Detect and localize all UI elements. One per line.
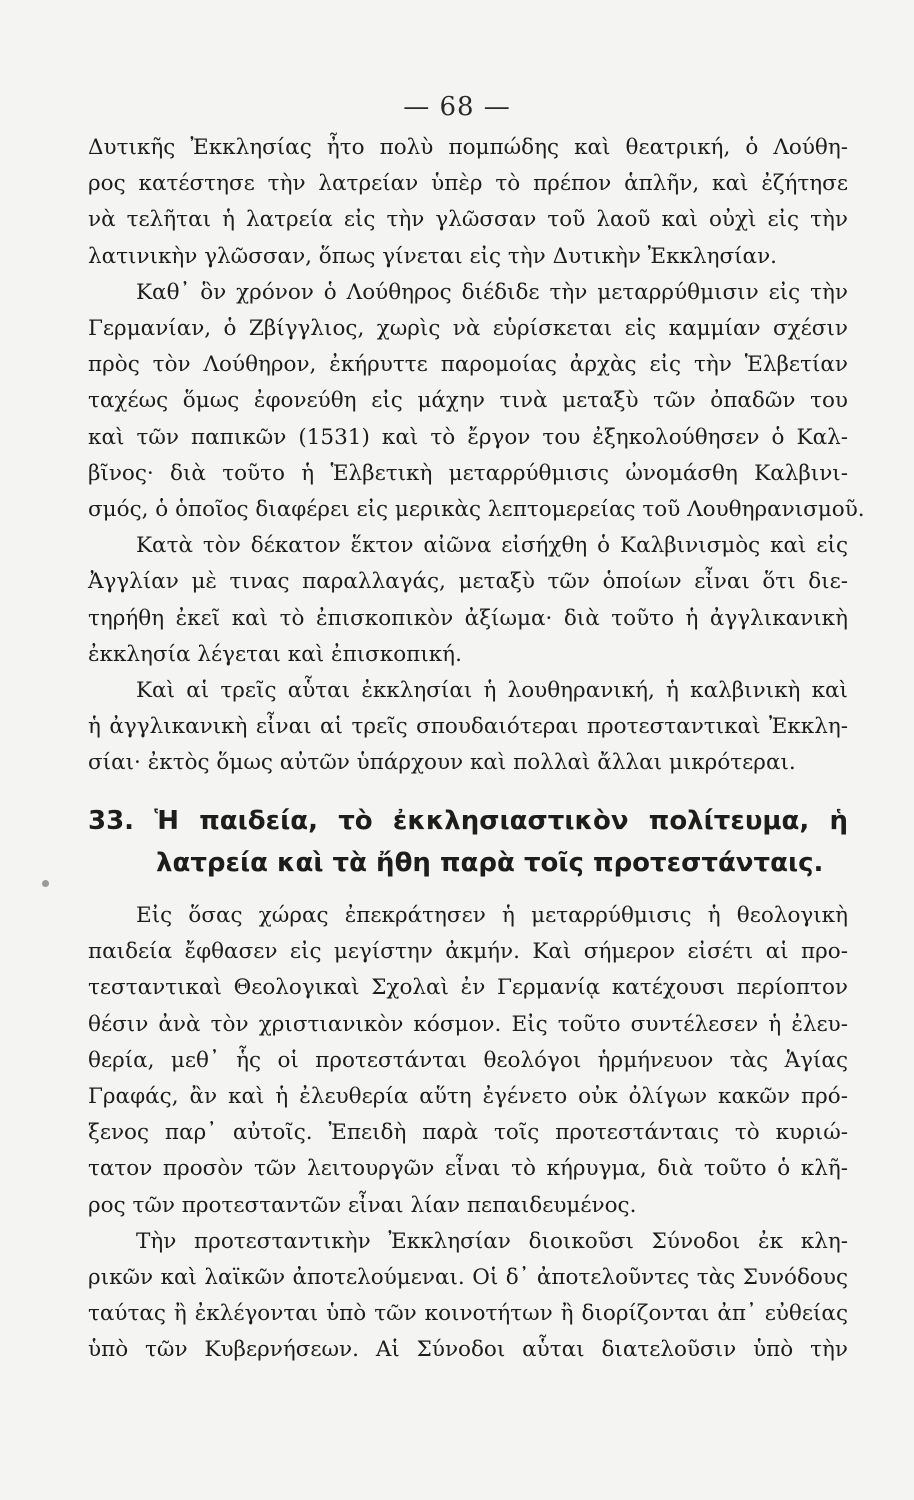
page-number: — 68 — [403, 92, 511, 122]
text-line: σίαι· ἐκτὸς ὅμως αὐτῶν ὑπάρχουν καὶ πολλαὶ ἄλλαι μικρότεραι. [88, 750, 796, 776]
text-line: Γραφάς, ἂν καὶ ἡ ἐλευθερία αὕτη ἐγένετο οὐκ ὀλίγων κακῶν πρό- [88, 1084, 848, 1110]
text-line: σμός, ὁ ὁποῖος διαφέρει εἰς μερικὰς λεπτομερείας τοῦ Λουθηρανισμοῦ. [88, 497, 865, 523]
text-line: τεσταντικαὶ Θεολογικαὶ Σχολαὶ ἐν Γερμανίᾳ κατέχουσι περίοπτον [88, 975, 848, 1001]
text-line: ρος τῶν προτεσταντῶν εἶναι λίαν πεπαιδευμένος. [88, 1192, 637, 1218]
text-line: ρος κατέστησε τὴν λατρείαν ὑπὲρ τὸ πρέπον ἁπλῆν, καὶ ἐζήτησε [88, 171, 848, 197]
text-block-bottom [88, 898, 848, 1369]
text-line: ὑπὸ τῶν Κυβερνήσεων. Αἱ Σύνοδοι αὗται διατελοῦσιν ὑπὸ τὴν [88, 1337, 848, 1363]
text-block-top [88, 130, 865, 782]
text-line: Δυτικῆς Ἐκκλησίας ἦτο πολὺ πομπώδης καὶ θεατρική, ὁ Λούθη- [88, 135, 848, 160]
text-line: Κατὰ τὸν δέκατον ἕκτον αἰῶνα εἰσήχθη ὁ Καλβινισμὸς καὶ εἰς [136, 533, 848, 559]
text-line: Ἀγγλίαν μὲ τινας παραλλαγάς, μεταξὺ τῶν ὁποίων εἶναι ὅτι διε- [88, 569, 848, 595]
text-line: λατινικὴν γλῶσσαν, ὅπως γίνεται εἰς τὴν Δυτικὴν Ἐκκλησίαν. [88, 243, 777, 269]
text-line: ταχέως ὅμως ἐφονεύθη εἰς μάχην τινὰ μεταξὺ τῶν ὀπαδῶν του [88, 388, 848, 414]
text-line: Καὶ αἱ τρεῖς αὗται ἐκκλησίαι ἡ λουθηρανική, ἡ καλβινικὴ καὶ [136, 678, 848, 704]
text-line: ρικῶν καὶ λαϊκῶν ἀποτελούμεναι. Οἱ δ᾽ ἀποτελοῦντες τὰς Συνόδους [88, 1265, 848, 1291]
text-line: Καθ᾽ ὃν χρόνον ὁ Λούθηρος διέδιδε τὴν μεταρρύθμισιν εἰς τὴν [136, 279, 848, 305]
text-line: ξενος παρ᾽ αὐτοῖς. Ἐπειδὴ παρὰ τοῖς προτεστάνταις τὸ κυριώ- [88, 1120, 848, 1146]
text-line: τατον προσὸν τῶν λειτουργῶν εἶναι τὸ κήρυγμα, διὰ τοῦτο ὁ κλῆ- [88, 1156, 848, 1182]
text-line: ἐκκλησία λέγεται καὶ ἐπισκοπική. [88, 641, 462, 667]
text-line: ἡ ἀγγλικανικὴ εἶναι αἱ τρεῖς σπουδαιότεραι προτεσταντικαὶ Ἐκκλη- [88, 714, 848, 740]
text-line: θερία, μεθ᾽ ἧς οἱ προτεστάνται θεολόγοι ἡρμήνευον τὰς Ἁγίας [88, 1047, 848, 1073]
text-line: Εἰς ὅσας χώρας ἐπεκράτησεν ἡ μεταρρύθμισις ἡ θεολογικὴ [136, 903, 848, 928]
text-line: θέσιν ἀνὰ τὸν χριστιανικὸν κόσμον. Εἰς τοῦτο συντέλεσεν ἡ ἐλευ- [88, 1011, 848, 1037]
section-heading-line: 33. Ἡ παιδεία, τὸ ἐκκλησιαστικὸν πολίτευμα, ἡ [88, 806, 848, 836]
text-line: βῖνος· διὰ τοῦτο ἡ Ἑλβετικὴ μεταρρύθμισις ὠνομάσθη Καλβινι- [88, 460, 848, 486]
text-line: πρὸς τὸν Λούθηρον, ἐκήρυττε παρομοίας ἀρχὰς εἰς τὴν Ἑλβετίαν [88, 352, 848, 378]
text-line: παιδεία ἔφθασεν εἰς μεγίστην ἀκμήν. Καὶ σήμερον εἰσέτι αἱ προ- [88, 939, 848, 965]
text-line: τηρήθη ἐκεῖ καὶ τὸ ἐπισκοπικὸν ἀξίωμα· διὰ τοῦτο ἡ ἀγγλικανικὴ [88, 605, 848, 631]
section-heading-line: λατρεία καὶ τὰ ἤθη παρὰ τοῖς προτεστάνταις. [156, 848, 824, 878]
text-line: Γερμανίαν, ὁ Ζβίγγλιος, χωρὶς νὰ εὑρίσκεται εἰς καμμίαν σχέσιν [88, 316, 848, 342]
section-heading [88, 800, 848, 884]
text-line: Τὴν προτεσταντικὴν Ἐκκλησίαν διοικοῦσι Σύνοδοι ἐκ κλη- [136, 1228, 848, 1254]
text-line: ταύτας ἢ ἐκλέγονται ὑπὸ τῶν κοινοτήτων ἢ διορίζονται ἀπ᾽ εὐθείας [88, 1301, 848, 1327]
text-line: καὶ τῶν παπικῶν (1531) καὶ τὸ ἔργον του ἐξηκολούθησεν ὁ Καλ- [88, 424, 848, 450]
text-line: νὰ τελῆται ἡ λατρεία εἰς τὴν γλῶσσαν τοῦ λαοῦ καὶ οὐχὶ εἰς τὴν [88, 207, 848, 233]
paper-speck [42, 880, 49, 887]
